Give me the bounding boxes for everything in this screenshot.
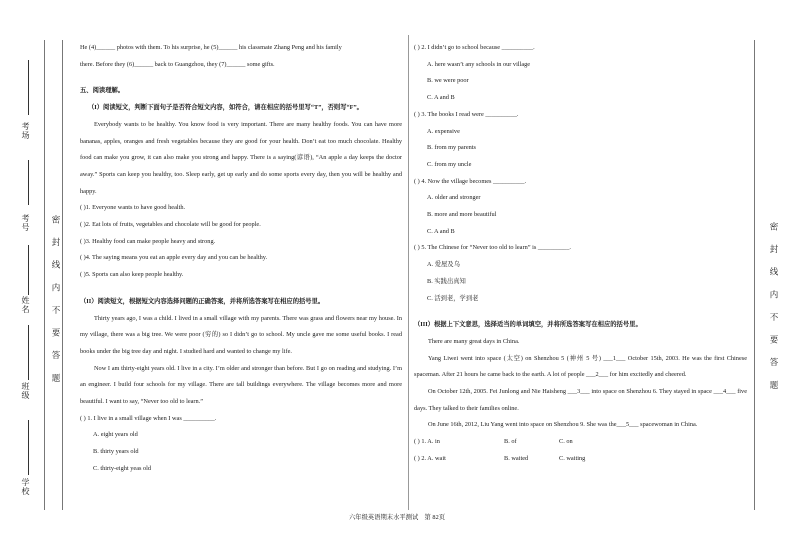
mc-question-1: ( ) 1. I live in a small village when I was __________.: [80, 414, 217, 422]
page-footer: 六年级英语期末水平测试 第 82页: [348, 514, 446, 521]
cloze-choice-1: [414, 434, 747, 451]
binding-line-right: [754, 40, 755, 510]
mc-question-4-option-b: B. more and more beautiful: [427, 211, 497, 219]
mc-question-5: ( ) 5. The Chinese for “Never too old to learn” is __________.: [414, 244, 571, 252]
right-binding-strip: [746, 0, 794, 550]
mc-question-5-option-c: C. 活到老，学到老: [427, 294, 479, 302]
mc-question-1-option-c: C. thirty-eight yeas old: [93, 464, 152, 472]
seal-line-notice-left: 密 封 线 内 不 要 答 题: [51, 215, 61, 388]
mc-question-2-option-c: C. A and B: [427, 94, 455, 102]
passage-1: Everybody wants to be healthy. You know food is very important. There are many healthy foods. You can have more bananas, apples, oranges and fresh vegetables because they are good for your health. Don’t eat too much chocolate. Healthy food can make you grow, it can also make you strong and happy. There is a saying(谚语), “An apple a day keeps the doctor away.” Sports can keep you healthy, too. Sleep early, get up early and do some sports every day, then you will be healthy and happy.: [80, 120, 402, 195]
section-5-title: 五、阅读理解。: [80, 87, 125, 95]
mc-question-4: ( ) 4. Now the village becomes __________.: [414, 177, 527, 185]
cloze-choice-2-a: ( ) 2. A. wait: [414, 454, 446, 462]
mc-question-3-option-a: A. expensive: [427, 127, 460, 135]
binding-line-inner: [62, 40, 63, 510]
class-blank: [28, 325, 29, 380]
mc-question-4-option-a: A. older and stronger: [427, 194, 481, 202]
mc-question-5-option-b: B. 实践出真知: [427, 277, 466, 285]
passage-3-paragraph-2: On October 12th, 2005. Fei Junlong and Nie Haisheng ___3___ into space on Shenzhou 6. They stayed in space ___4___ five days. They talked to their families online.: [414, 388, 747, 412]
mc-question-2-option-b: B. we were poor: [427, 77, 469, 85]
column-divider: [408, 35, 409, 510]
tf-question-1: ( )1. Everyone wants to have good health.: [80, 204, 186, 212]
mc-question-4-option-c: C. A and B: [427, 227, 455, 235]
name-label: 姓名: [21, 296, 30, 314]
mc-question-5-option-a: A. 爱屋及乌: [427, 261, 460, 269]
previous-passage-line-2: there. Before they (6)______ back to Guangzhou, they (7)______ some gifts.: [80, 60, 275, 68]
school-blank: [28, 420, 29, 475]
cloze-choice-2: [414, 451, 747, 468]
mc-question-3-option-c: C. from my uncle: [427, 160, 472, 168]
seal-line-notice-right: 密 封 线 内 不 要 答 题: [769, 222, 779, 395]
cloze-choice-1-b: B. of: [504, 438, 517, 446]
cloze-choice-2-b: B. waited: [504, 454, 529, 462]
binding-line-outer: [44, 40, 45, 510]
mc-question-3-option-b: B. from my parents: [427, 144, 476, 152]
passage-2-paragraph-2: Now I am thirty-eight years old. I live in a city. I’m older and stronger than before. But I go on reading and studying. I’m an engineer. I build four schools for my village. There are tall buildings everywhere. The village becomes more and more beautiful. I want to say, “Never too old to learn.”: [80, 364, 402, 406]
mc-question-2: ( ) 2. I didn’t go to school because __________.: [414, 44, 535, 51]
previous-passage-line-1: He (4)______ photos with them. To his surprise, he (5)______ his classmate Zhang Peng and his family: [80, 44, 342, 51]
mc-question-3: ( ) 3. The books I read were __________.: [414, 110, 519, 118]
mc-question-1-option-b: B. thirty years old: [93, 448, 139, 456]
passage-3-intro: There are many great days in China.: [428, 337, 520, 345]
cloze-choice-1-c: C. on: [559, 438, 573, 446]
class-label: 班级: [21, 382, 30, 400]
mc-question-2-option-a: A. here wasn’t any schools in our village: [427, 60, 531, 68]
part-2-instructions: （II）阅读短文，根据短文内容选择问题的正确答案，并将所选答案写在相应的括号里。: [80, 297, 325, 305]
cloze-choice-2-c: C. waiting: [559, 454, 586, 462]
passage-3-paragraph-1: Yang Liwei went into space (太空) on Shenzhou 5 (神州 5 号) ___1___ October 15th, 2003. He was the first Chinese spaceman. After 21 hours he came back to the earth. A lot of people ___2___ for him excitedly and cheered.: [414, 354, 747, 379]
passage-2-paragraph-1: Thirty years ago, I was a child. I lived in a small village with my parents. There was grass and flowers near my house. In my village, there was a big tree. We were poor (穷的) so I didn’t go to school. My uncle gave me some useful books. I read books under the big tree day and night. I studied hard and wanted to change my life.: [80, 314, 402, 355]
tf-question-4: ( )4. The saying means you eat an apple every day and you can be healthy.: [80, 254, 268, 262]
exam-number-blank: [28, 160, 29, 205]
mc-question-1-option-a: A. eight years old: [93, 431, 138, 439]
part-1-instructions: （I）阅读短文，判断下面句子是否符合短文内容，如符合，请在相应的括号里写“T”，否则写“F”。: [88, 104, 363, 112]
right-column: [414, 40, 747, 468]
tf-question-3: ( )3. Healthy food can make people heavy and strong.: [80, 237, 216, 245]
tf-question-2: ( )2. Eat lots of fruits, vegetables and chocolate will be good for people.: [80, 221, 261, 229]
exam-number-label: 考号: [21, 214, 30, 232]
left-binding-strip: [0, 0, 70, 550]
cloze-choice-1-a: ( ) 1. A. in: [414, 438, 440, 446]
part-3-instructions: （III）根据上下文意思，选择适当的单词填空，并将所选答案写在相应的括号里。: [414, 321, 642, 329]
left-column: [80, 40, 402, 478]
school-label: 学校: [21, 478, 30, 496]
tf-question-5: ( )5. Sports can also keep people healthy.: [80, 271, 184, 279]
exam-room-blank: [28, 60, 29, 115]
passage-3-paragraph-3: On June 16th, 2012, Liu Yang went into space on Shenzhou 9. She was the___5___ spacewoman in China.: [428, 421, 698, 429]
name-blank: [28, 245, 29, 295]
exam-room-label: 考场: [21, 122, 30, 140]
